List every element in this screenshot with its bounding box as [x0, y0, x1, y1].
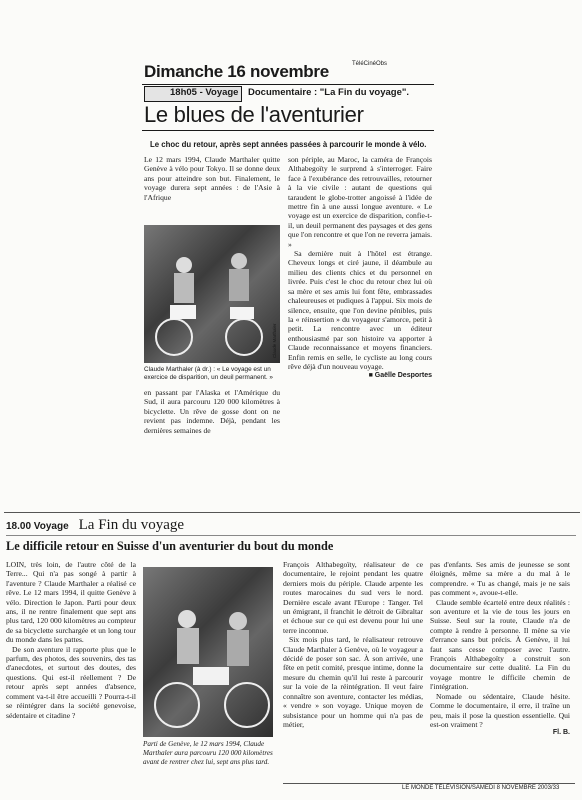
column-1 [144, 155, 280, 202]
cyclists-illustration [144, 225, 280, 363]
footer-rule [283, 783, 575, 784]
column-3-paragraph-1: François Althabegoïty, réalisateur de ce documentaire, le rejoint pendant les quatre derniers mois du périple. Claude arpente les routes marocaines du sud vers le nord. Dernière escale avant l'Europe : Tanger. Tel un émigrant, il franchit le détroit de Gibraltar et échoue sur ce qui est devenu pour lui une terre inconnue. [283, 560, 423, 635]
program-title: La Fin du voyage [78, 517, 185, 533]
cyclist-illustration [143, 567, 273, 737]
column-2-paragraph-1: son périple, au Maroc, la caméra de François Althabegoïty le surprend à s'interroger. Faire face à l'exubérance des retrouvailles, retourner à la vie civile : autant de questions qui taraudent le globe-trotter angoissé à l'idée de mettre fin à une aussi longue aventure. « Le voyage est un exercice de disparition, confie-t-il, un deuil permanent des paysages et des gens que l'on rencontre et que l'on ne reverra jamais. » [288, 155, 432, 249]
program-label: Documentaire : "La Fin du voyage". [248, 87, 410, 98]
column-3-paragraph-2: Six mois plus tard, le réalisateur retrouve Claude Marthaler à Genève, où le voyageur a décidé de poser son sac. À son arrivée, une fête en petit comité, presque intime, donne la mesure du chemin qu'il lui reste à parcourir sur la voie de la réintégration. Il veut faire connaître son aventure, contacter les médias, « vendre » son voyage. Unique moyen de subsistance pour un homme qui n'a pas de métier, [283, 635, 423, 729]
photo-cyclist-with-bike [143, 567, 273, 737]
column-1-text: Le 12 mars 1994, Claude Marthaler quitte Genève à vélo pour Tokyo. Il se donne deux ans pour atteindre son but. Finalement, le voyage durera sept années : de l'Asie à l'Afrique [144, 155, 280, 202]
clipping-top [132, 58, 434, 486]
photo-cyclists [144, 225, 280, 363]
column-3 [283, 560, 423, 729]
column-4-paragraph-1: pas d'enfants. Ses amis de jeunesse se sont éloignés, même sa mère a du mal à le comprendre. « Tu as changé, mais je ne sais pas comment », avoue-t-elle. [430, 560, 570, 598]
lede: Le choc du retour, après sept années passées à parcourir le monde à vélo. [150, 140, 427, 149]
clipping-bottom [0, 512, 582, 800]
time-genre: 18h05 - Voyage [170, 87, 239, 98]
headline: Le blues de l'aventurier [144, 102, 364, 127]
top-rule [4, 512, 580, 513]
column-2 [288, 155, 432, 379]
header-rule-thin [6, 535, 576, 536]
page-footer: LE MONDE TÉLÉVISION/SAMEDI 8 NOVEMBRE 2003/33 [402, 785, 560, 791]
column-1-paragraph-1: LOIN, très loin, de l'autre côté de la Terre... Qui n'a pas songé à partir à l'aventure ? Claude Marthaler a réalisé ce rêve. Le 12 mars 1994, il quitte Genève à vélo. Direction le Japon. Parti pour deux ans, il ne rentre finalement que sept ans plus tard, 120 000 kilomètres au compteur de sa bicyclette surchargée et un long tour du monde dans les pattes. [6, 560, 136, 645]
column-1-continued-text: en passant par l'Alaska et l'Amérique du Sud, il aura parcouru 120 000 kilomètres à bicyclette. Un rêve de gosse dont on ne revient pas indemne. Déjà, pendant les dernières semaines de [144, 388, 280, 435]
signature: Fl. B. [552, 729, 570, 737]
time-genre: 18.00 Voyage [6, 521, 69, 532]
photo-credit: Claude Marthaler [272, 323, 277, 358]
column-4-paragraph-3: Nomade ou sédentaire, Claude hésite. Comme le documentaire, il erre, il traîne un peu, mais il pose la question essentielle. Qui est-on vraiment ? [430, 691, 570, 729]
column-4-paragraph-2: Claude semble écartelé entre deux réalités : son aventure et la vie de tous les jours en Suisse. Seul sur la route, Claude n'a de compte à rendre à personne. Il mène sa vie d'errance sans but précis. À Genève, il lui faut sans cesse composer avec l'autre. François Althabegoïty a construit son documentaire sur cette dualité. La Fin du voyage montre le difficile chemin de l'intégration. [430, 597, 570, 692]
header-rule [142, 84, 434, 85]
column-1-paragraph-2: De son aventure il rapporte plus que le parfum, des photos, des souvenirs, des tas d'anecdotes, et surtout des doutes, des questions. Qui est-il réellement ? De retour après sept années d'absence, comment va-t-il être accueilli ? Pourra-t-il se réintégrer dans la société genevoise, sédentaire et citadine ? [6, 644, 136, 720]
photo-caption: Parti de Genève, le 12 mars 1994, Claude Marthaler aura parcouru 120 000 kilomètres avant de rentrer chez lui, sept ans plus tard. [143, 740, 273, 766]
headline-rule [142, 130, 434, 131]
header-line [6, 516, 184, 534]
column-4 [430, 560, 570, 736]
source-label: TéléCinéObs [352, 61, 388, 67]
column-1 [6, 560, 136, 720]
headline: Le difficile retour en Suisse d'un aventurier du bout du monde [6, 539, 334, 553]
photo-caption: Claude Marthaler (à dr.) : « Le voyage est un exercice de disparition, un deuil permanent. » [144, 366, 273, 381]
signature: ■ Gaëlle Desportes [368, 372, 432, 380]
column-1-continued [144, 388, 280, 435]
day-heading: Dimanche 16 novembre [144, 62, 329, 81]
column-2-paragraph-2: Sa dernière nuit à l'hôtel est étrange. Cheveux longs et ciré jaune, il déambule au milieu des clients chics et du personnel en livrée. Puis c'est le choc du retour chez lui où sa mère et ses amis lui font fête, embrassades chaleureuses et pudiques à l'appui. Six mois de silence, ensuite, que l'on devine pénibles, puis la « réinsertion » du voyageur s'amorce, petit à petit. La rencontre avec un éditeur enthousiasmé par son histoire va apporter à Claude reconnaissance et moyens financiers. Enfin remis en selle, le cycliste au long cours rêve déjà d'un nouveau voyage. [288, 249, 432, 371]
